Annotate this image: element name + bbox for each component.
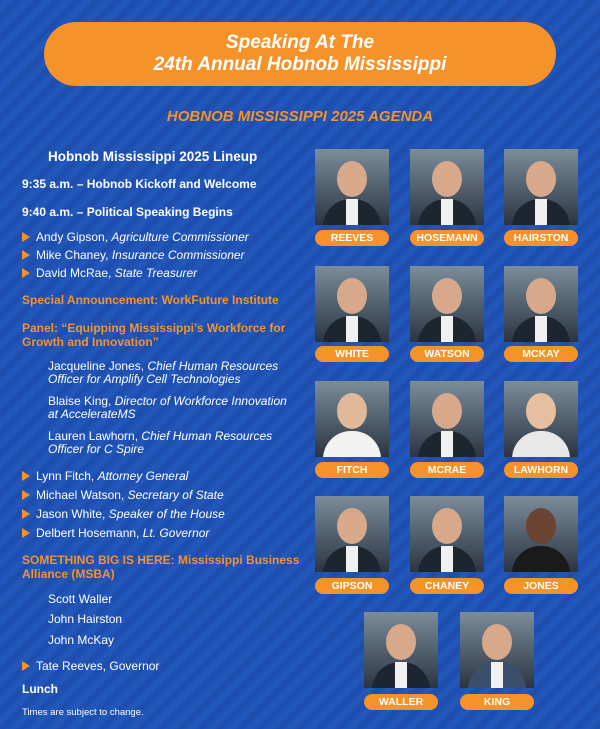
speaker-photo-lawhorn xyxy=(504,381,578,457)
panelist-detail: at AccelerateMS xyxy=(48,407,136,421)
msba-title-2: Alliance (MSBA) xyxy=(22,567,115,581)
lunch: Lunch xyxy=(22,682,58,696)
speaker-label: WALLER xyxy=(364,694,438,710)
triangle-bullet-icon xyxy=(22,250,30,260)
msba-speaker: Scott Waller xyxy=(48,592,113,606)
list-item: Andy Gipson, Agriculture Commissioner xyxy=(22,231,308,244)
panel-title-1: Panel: “Equipping Mississippi’s Workforce for xyxy=(22,321,286,335)
speaker-photo-jones xyxy=(504,496,578,572)
speaker-photo-white xyxy=(315,266,389,342)
speaker-photo-fitch xyxy=(315,381,389,457)
panelist: Jacqueline Jones, Chief Human Resources xyxy=(48,359,279,373)
triangle-bullet-icon xyxy=(22,490,30,500)
kickoff-time: 9:35 a.m. – Hobnob Kickoff and Welcome xyxy=(22,177,257,191)
triangle-bullet-icon xyxy=(22,661,30,671)
list-item: Jason White, Speaker of the House xyxy=(22,508,308,521)
speaker-photo-hairston xyxy=(504,149,578,225)
speaker-label: WATSON xyxy=(410,346,484,362)
speaker-label: HOSEMANN xyxy=(410,230,484,246)
political-time: 9:40 a.m. – Political Speaking Begins xyxy=(22,205,233,219)
event-banner xyxy=(44,22,556,86)
speaker-label: REEVES xyxy=(315,230,389,246)
msba-speaker: John Hairston xyxy=(48,612,123,626)
panelist-detail: Officer for Amplify Cell Technologies xyxy=(48,372,241,386)
triangle-bullet-icon xyxy=(22,471,30,481)
agenda-title: HOBNOB MISSISSIPPI 2025 AGENDA xyxy=(166,108,434,125)
list-item: David McRae, State Treasurer xyxy=(22,267,308,280)
msba-title-1: SOMETHING BIG IS HERE: Mississippi Business xyxy=(22,553,300,567)
list-item: Michael Watson, Secretary of State xyxy=(22,489,308,502)
speaker-photo-hosemann xyxy=(410,149,484,225)
speaker-label: MCRAE xyxy=(410,462,484,478)
disclaimer: Times are subject to change. xyxy=(22,707,144,718)
lineup-heading: Hobnob Mississippi 2025 Lineup xyxy=(48,149,258,164)
panelist: Blaise King, Director of Workforce Innovation xyxy=(48,394,287,408)
panelist: Lauren Lawhorn, Chief Human Resources xyxy=(48,429,273,443)
speaker-photo-mcrae xyxy=(410,381,484,457)
triangle-bullet-icon xyxy=(22,528,30,538)
speaker-photo-waller xyxy=(364,612,438,688)
triangle-bullet-icon xyxy=(22,268,30,278)
speaker-label: FITCH xyxy=(315,462,389,478)
speaker-label: GIPSON xyxy=(315,578,389,594)
banner-line-1: Speaking At The xyxy=(225,32,375,53)
special-announcement: Special Announcement: WorkFuture Institute xyxy=(22,293,279,307)
speaker-label: JONES xyxy=(504,578,578,594)
triangle-bullet-icon xyxy=(22,232,30,242)
speaker-label: WHITE xyxy=(315,346,389,362)
speaker-label: LAWHORN xyxy=(504,462,578,478)
speaker-label: KING xyxy=(460,694,534,710)
speaker-photo-king xyxy=(460,612,534,688)
speaker-photo-watson xyxy=(410,266,484,342)
speaker-label: MCKAY xyxy=(504,346,578,362)
list-item: Lynn Fitch, Attorney General xyxy=(22,470,308,483)
msba-speaker: John McKay xyxy=(48,633,115,647)
banner-line-2: 24th Annual Hobnob Mississippi xyxy=(153,54,447,75)
panel-title-2: Growth and Innovation” xyxy=(22,335,159,349)
speaker-photo-mckay xyxy=(504,266,578,342)
list-item: Tate Reeves, Governor xyxy=(22,660,308,673)
speaker-label: CHANEY xyxy=(410,578,484,594)
speaker-photo-chaney xyxy=(410,496,484,572)
triangle-bullet-icon xyxy=(22,509,30,519)
panelist-detail: Officer for C Spire xyxy=(48,442,145,456)
list-item: Delbert Hosemann, Lt. Governor xyxy=(22,527,308,540)
speaker-label: HAIRSTON xyxy=(504,230,578,246)
speaker-photo-reeves xyxy=(315,149,389,225)
list-item: Mike Chaney, Insurance Commissioner xyxy=(22,249,308,262)
speaker-photo-gipson xyxy=(315,496,389,572)
